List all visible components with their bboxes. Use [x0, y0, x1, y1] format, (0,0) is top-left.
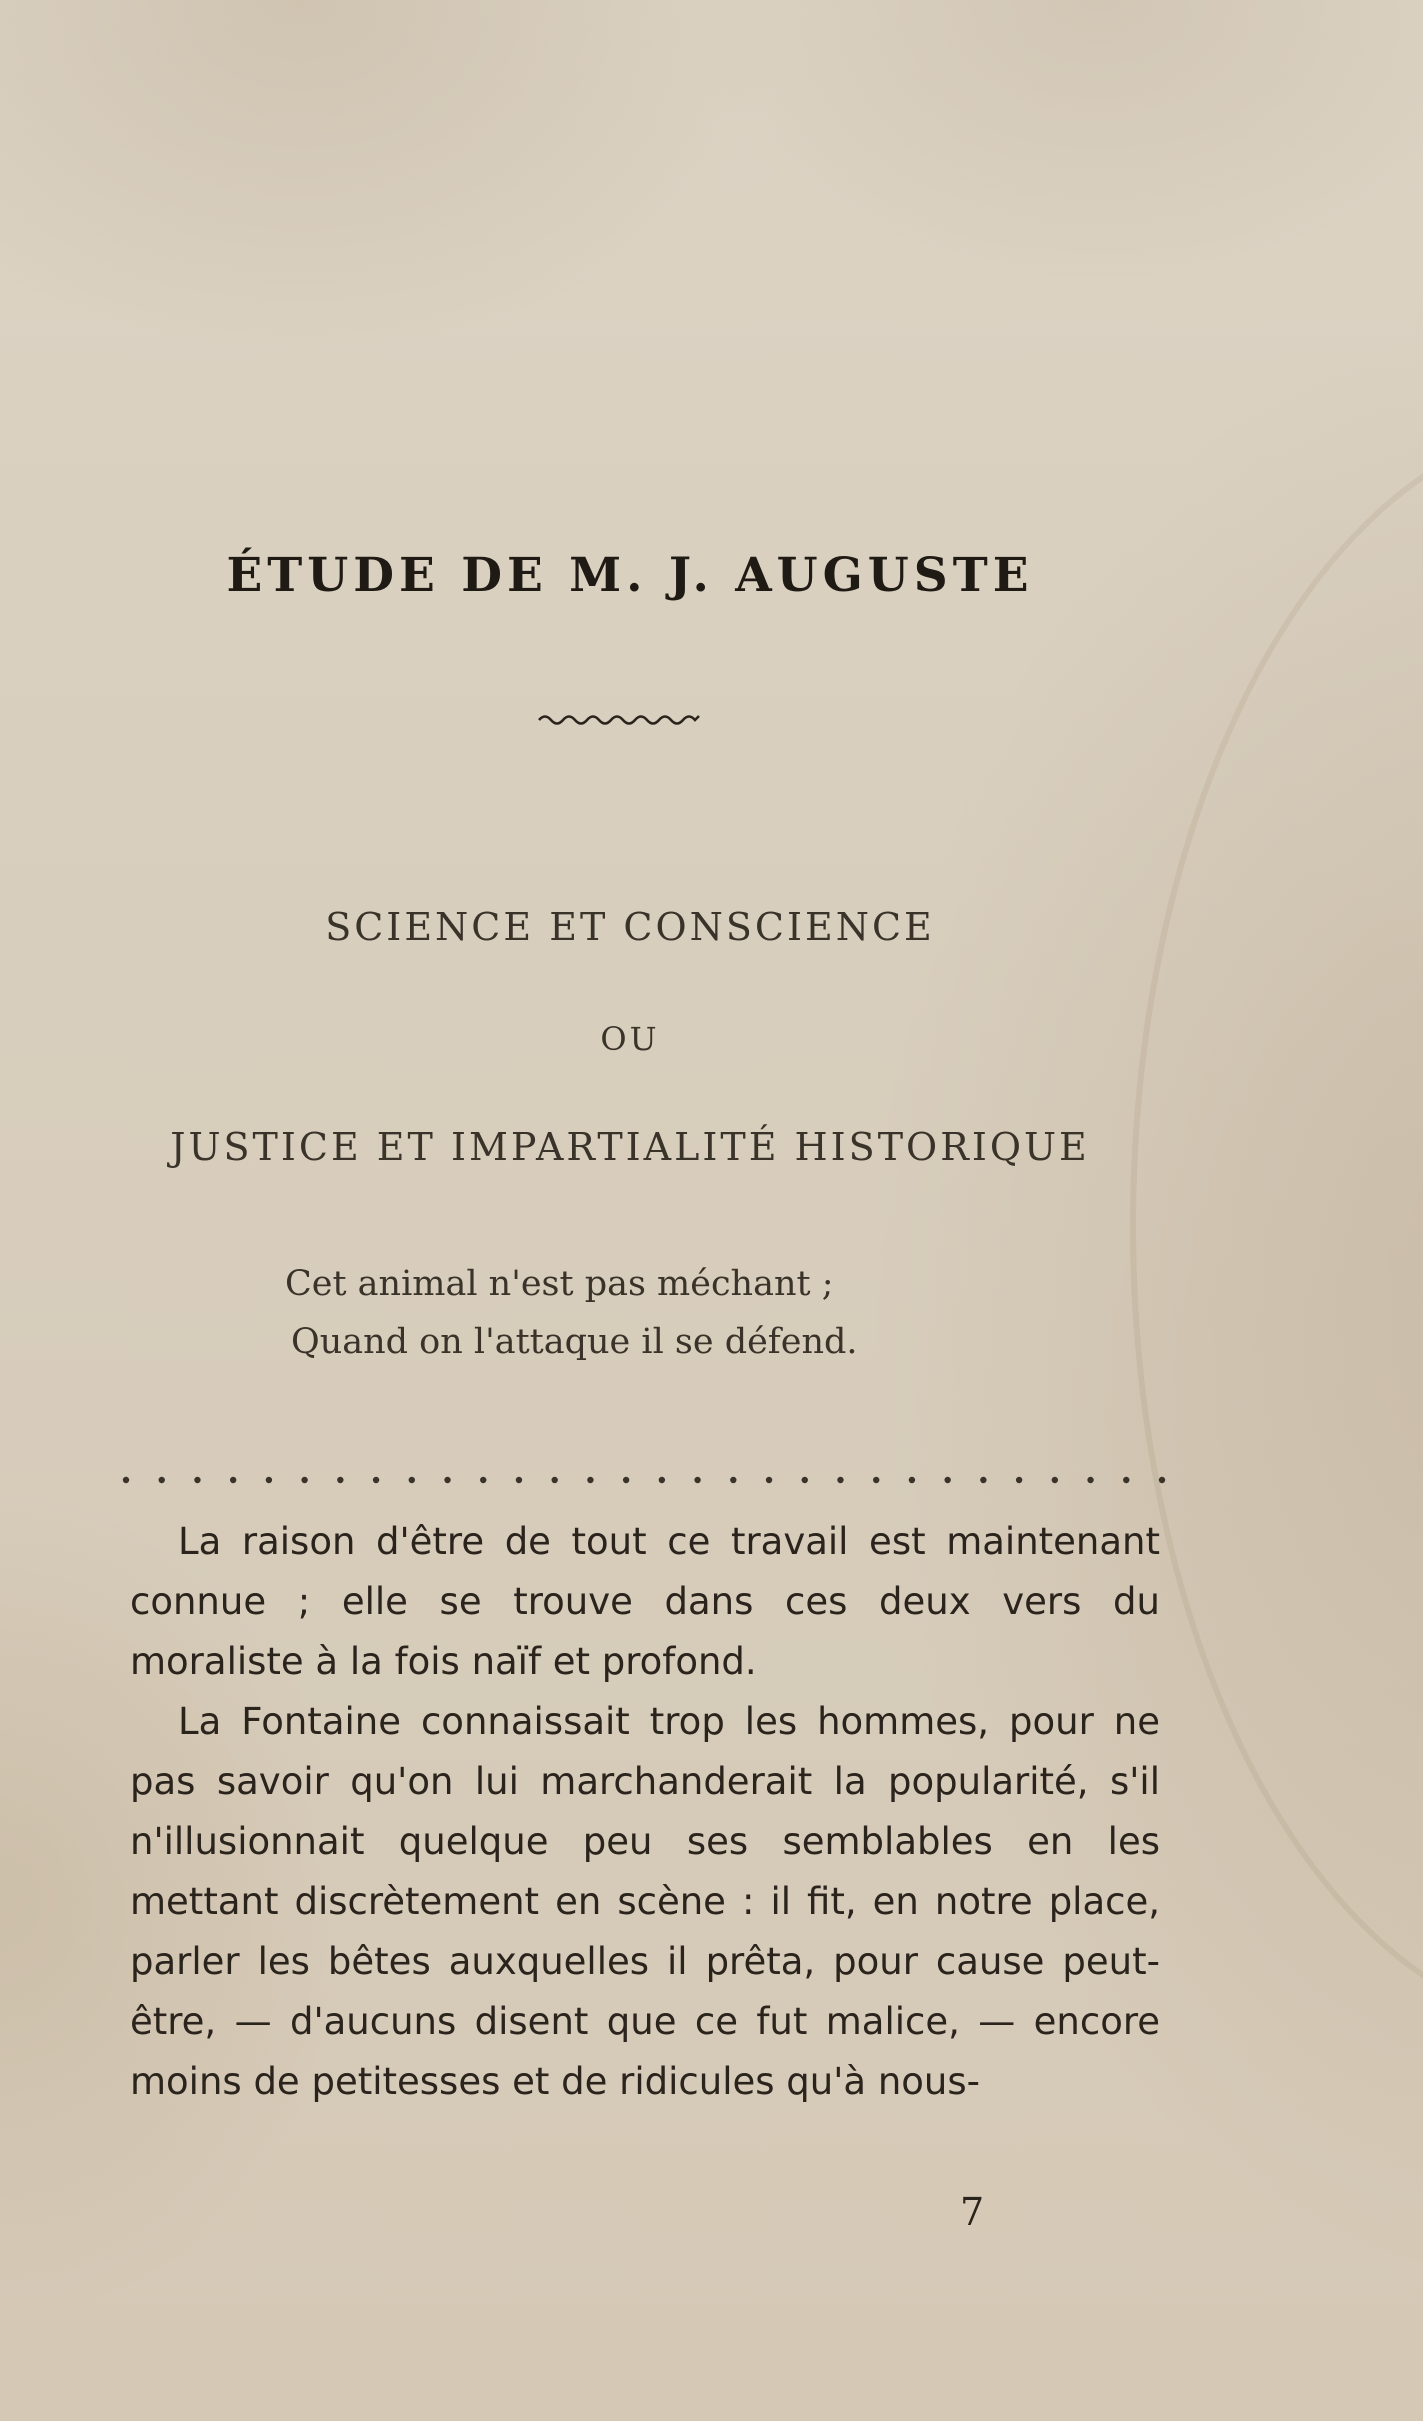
separator-dot [444, 1477, 450, 1483]
separator-dot [373, 1477, 379, 1483]
separator-dot [123, 1477, 129, 1483]
separator-dot [766, 1477, 772, 1483]
subtitle-conjunction: OU [600, 1020, 660, 1058]
body-text [130, 1512, 1160, 2112]
separator-dot [516, 1477, 522, 1483]
subtitle: SCIENCE ET CONSCIENCE [325, 905, 935, 949]
separator-dot [301, 1477, 307, 1483]
separator-dot [337, 1477, 343, 1483]
separator-dot [873, 1477, 879, 1483]
epigraph-line: Quand on l'attaque il se défend. [291, 1322, 858, 1362]
separator-dot [551, 1477, 557, 1483]
separator-dot [1052, 1477, 1058, 1483]
epigraph [285, 1255, 858, 1371]
separator-dot [230, 1477, 236, 1483]
separator-dot [194, 1477, 200, 1483]
epigraph-line: Cet animal n'est pas méchant ; [285, 1264, 834, 1304]
wavy-ornament [537, 712, 701, 728]
separator-dot [623, 1477, 629, 1483]
separator-dot [837, 1477, 843, 1483]
separator-dot [159, 1477, 165, 1483]
chapter-title: ÉTUDE DE M. J. AUGUSTE [226, 548, 1034, 603]
paragraph: La raison d'être de tout ce travail est maintenant connue ; elle se trouve dans ces deux vers du moraliste à la fois naïf et profond. [130, 1520, 1160, 1683]
separator-dot [909, 1477, 915, 1483]
separator-dot [480, 1477, 486, 1483]
water-stain [1130, 420, 1423, 2032]
separator-dot [802, 1477, 808, 1483]
separator-dot [266, 1477, 272, 1483]
subtitle-second: JUSTICE ET IMPARTIALITÉ HISTORIQUE [170, 1125, 1090, 1169]
separator-dot [1159, 1477, 1165, 1483]
separator-dot [587, 1477, 593, 1483]
separator-dot [694, 1477, 700, 1483]
separator-dot [659, 1477, 665, 1483]
separator-dot [980, 1477, 986, 1483]
dotted-separator [120, 1470, 1168, 1490]
separator-dot [1123, 1477, 1129, 1483]
page-number: 7 [960, 2190, 985, 2234]
separator-dot [730, 1477, 736, 1483]
separator-dot [409, 1477, 415, 1483]
separator-dot [944, 1477, 950, 1483]
separator-dot [1016, 1477, 1022, 1483]
separator-dot [1087, 1477, 1093, 1483]
paragraph: La Fontaine connaissait trop les hommes, pour ne pas savoir qu'on lui marchanderait la popularité, s'il n'illusionnait quelque peu ses semblables en les mettant discrètement en scène : il fit, en notre place, parler les bêtes auxquelles il prêta, pour cause peut-être, — d'aucuns disent que ce fut malice, — encore moins de petitesses et de ridicules qu'à nous- [130, 1700, 1160, 2103]
